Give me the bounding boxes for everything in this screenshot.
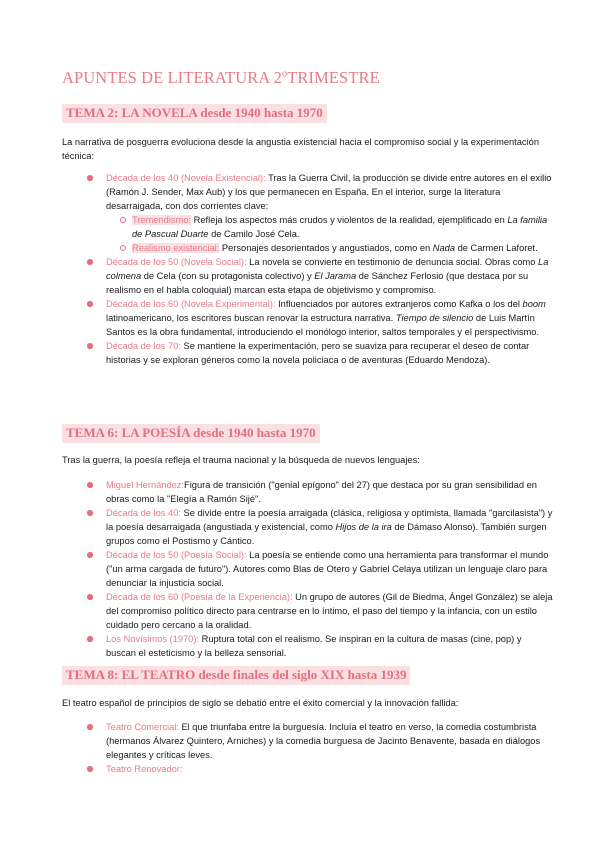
list-item <box>62 632 554 660</box>
work-title: boom <box>522 299 546 309</box>
list-item <box>62 339 554 367</box>
section-title-teatro: TEMA 8: EL TEATRO desde finales del siglo XIX hasta 1939 <box>62 666 410 685</box>
item-text: de Dámaso Alonso). También surgen grupos como el Postismo y Cántico. <box>106 522 547 546</box>
term-label: Década de los 40: <box>106 508 181 518</box>
list-item <box>62 255 554 297</box>
item-text: Se mantiene la experimentación, pero se suaviza para recuperar el deseo de contar historias y se exploran géneros como la novela policiaca o de aventuras (Eduardo Mendoza). <box>106 341 530 365</box>
item-text: La poesía se entiende como una herramienta para transformar el mundo ("un arma cargada de futuro"). Autores como Blas de Otero y Gabriel Celaya utilizan un lenguaje claro para denunciar la injusticia social. <box>106 550 549 588</box>
item-text: de Cela (con su protagonista colectivo) y <box>141 271 315 281</box>
list-item <box>62 548 554 590</box>
term-label: Realismo existencial: <box>132 243 220 253</box>
intro-novela: La narrativa de posguerra evoluciona desde la angustia existencial hacia el compromiso social y la experimentación técnica: <box>62 137 539 161</box>
list-item <box>62 720 554 762</box>
section-teatro <box>62 666 540 685</box>
list-item <box>62 171 554 255</box>
bullet-icon <box>87 552 93 558</box>
sub-bullet-icon <box>120 217 126 223</box>
item-text: de Camilo José Cela. <box>208 229 300 239</box>
term-label: Teatro Comercial: <box>106 722 179 732</box>
item-text: de Luis Martín Santos es la obra fundamental, introduciendo el monólogo interior, saltos temporales y el perspectivismo. <box>106 313 540 337</box>
item-text: de Carmen Laforet. <box>455 243 538 253</box>
sub-bullet-icon <box>120 245 126 251</box>
list-teatro <box>62 720 554 776</box>
intro-poesia: Tras la guerra, la poesía refleja el trauma nacional y la búsqueda de nuevos lenguajes: <box>62 455 420 465</box>
bullet-icon <box>87 510 93 516</box>
bullet-icon <box>87 343 93 349</box>
item-text: La novela se convierte en testimonio de denuncia social. Obras como <box>246 257 539 267</box>
list-item <box>62 762 554 776</box>
work-title: Tiempo de silencio <box>395 313 474 323</box>
work-title: La familia de Pascual Duarte <box>132 215 548 239</box>
term-label: Década de los 70: <box>106 341 181 351</box>
sub-list-novela-40 <box>106 213 554 255</box>
sub-list-item <box>106 241 554 255</box>
item-text: Refleja los aspectos más crudos y violentos de la realidad, ejemplificado en <box>191 215 508 225</box>
item-text: El que triunfaba entre la burguesía. Incluía el teatro en verso, la comedia costumbrista (hermanos Álvarez Quintero, Arniches) y la comedia burguesa de Jacinto Benavente, basada en diálogos elegantes y críticas leves. <box>106 722 541 760</box>
work-title: El Jarama <box>314 271 357 281</box>
bullet-icon <box>87 766 93 772</box>
list-item <box>62 297 554 339</box>
section-poesia <box>62 424 540 443</box>
list-item <box>62 590 554 632</box>
section-title-poesia: TEMA 6: LA POESÍA desde 1940 hasta 1970 <box>62 424 320 443</box>
bullet-icon <box>87 724 93 730</box>
bullet-icon <box>87 594 93 600</box>
bullet-icon <box>87 301 93 307</box>
document-title: APUNTES DE LITERATURA 2ºTRIMESTRE <box>62 68 380 87</box>
list-novela <box>62 171 554 367</box>
section-novela <box>62 104 540 123</box>
item-text: Se divide entre la poesía arraigada (clásica, religiosa y optimista, llamada "garcilasista") y la poesía desarraigada (angustiada y existencial, como <box>106 508 553 532</box>
term-label: Década de los 50 (Poesía Social): <box>106 550 247 560</box>
term-label: Década de los 40 (Novela Existencial): <box>106 173 266 183</box>
section-title-novela: TEMA 2: LA NOVELA desde 1940 hasta 1970 <box>62 104 327 123</box>
bullet-icon <box>87 175 93 181</box>
work-title: Nada <box>432 243 456 253</box>
term-label: Tremendismo: <box>132 215 192 225</box>
term-label: Miguel Hernández: <box>106 480 185 490</box>
term-label: Década de los 60 (Poesía de la Experiencia): <box>106 592 293 602</box>
item-text: Personajes desorientados y angustiados, como en <box>219 243 433 253</box>
item-text: Un grupo de autores (Gil de Biedma, Ángel González) se aleja del compromiso político directo para centrarse en lo íntimo, el paso del tiempo y la infancia, con un estilo cuidado pero cercano a la oralidad. <box>106 592 553 630</box>
intro-teatro: El teatro español de principios de siglo se debatió entre el éxito comercial y la innovación fallida: <box>62 698 459 708</box>
term-label: Década de los 50 (Novela Social): <box>106 257 247 267</box>
item-text: Ruptura total con el realismo. Se inspiran en la cultura de masas (cine, pop) y buscan el esteticismo y la belleza sensorial. <box>106 634 522 658</box>
sub-list-item <box>106 213 554 241</box>
item-text: latinoamericano, los escritores buscan renovar la estructura narrativa. <box>106 313 396 323</box>
item-text: de Sánchez Ferlosio (que destaca por su realismo en el habla coloquial) marcan esta etapa de objetivismo y compromiso. <box>106 271 529 295</box>
bullet-icon <box>87 259 93 265</box>
term-label: Teatro Renovador: <box>106 764 183 774</box>
item-text: Figura de transición ("genial epígono" del 27) que destaca por su gran sensibilidad en obras como la "Elegía a Ramón Sijé". <box>106 480 537 504</box>
bullet-icon <box>87 636 93 642</box>
work-title: Hijos de la ira <box>335 522 392 532</box>
item-text: Tras la Guerra Civil, la producción se divide entre autores en el exilio (Ramón J. Sender, Max Aub) y los que permanecen en España. En el interior, surge la literatura desarraigada, con dos corrientes clave: <box>106 173 552 211</box>
list-poesia <box>62 478 554 660</box>
term-label: Los Novísimos (1970): <box>106 634 200 644</box>
work-title: La colmena <box>106 257 549 281</box>
item-text: Influenciados por autores extranjeros como Kafka o los del <box>275 299 523 309</box>
list-item <box>62 506 554 548</box>
term-label: Década de los 60 (Novela Experimental): <box>106 299 276 309</box>
list-item <box>62 478 554 506</box>
bullet-icon <box>87 482 93 488</box>
